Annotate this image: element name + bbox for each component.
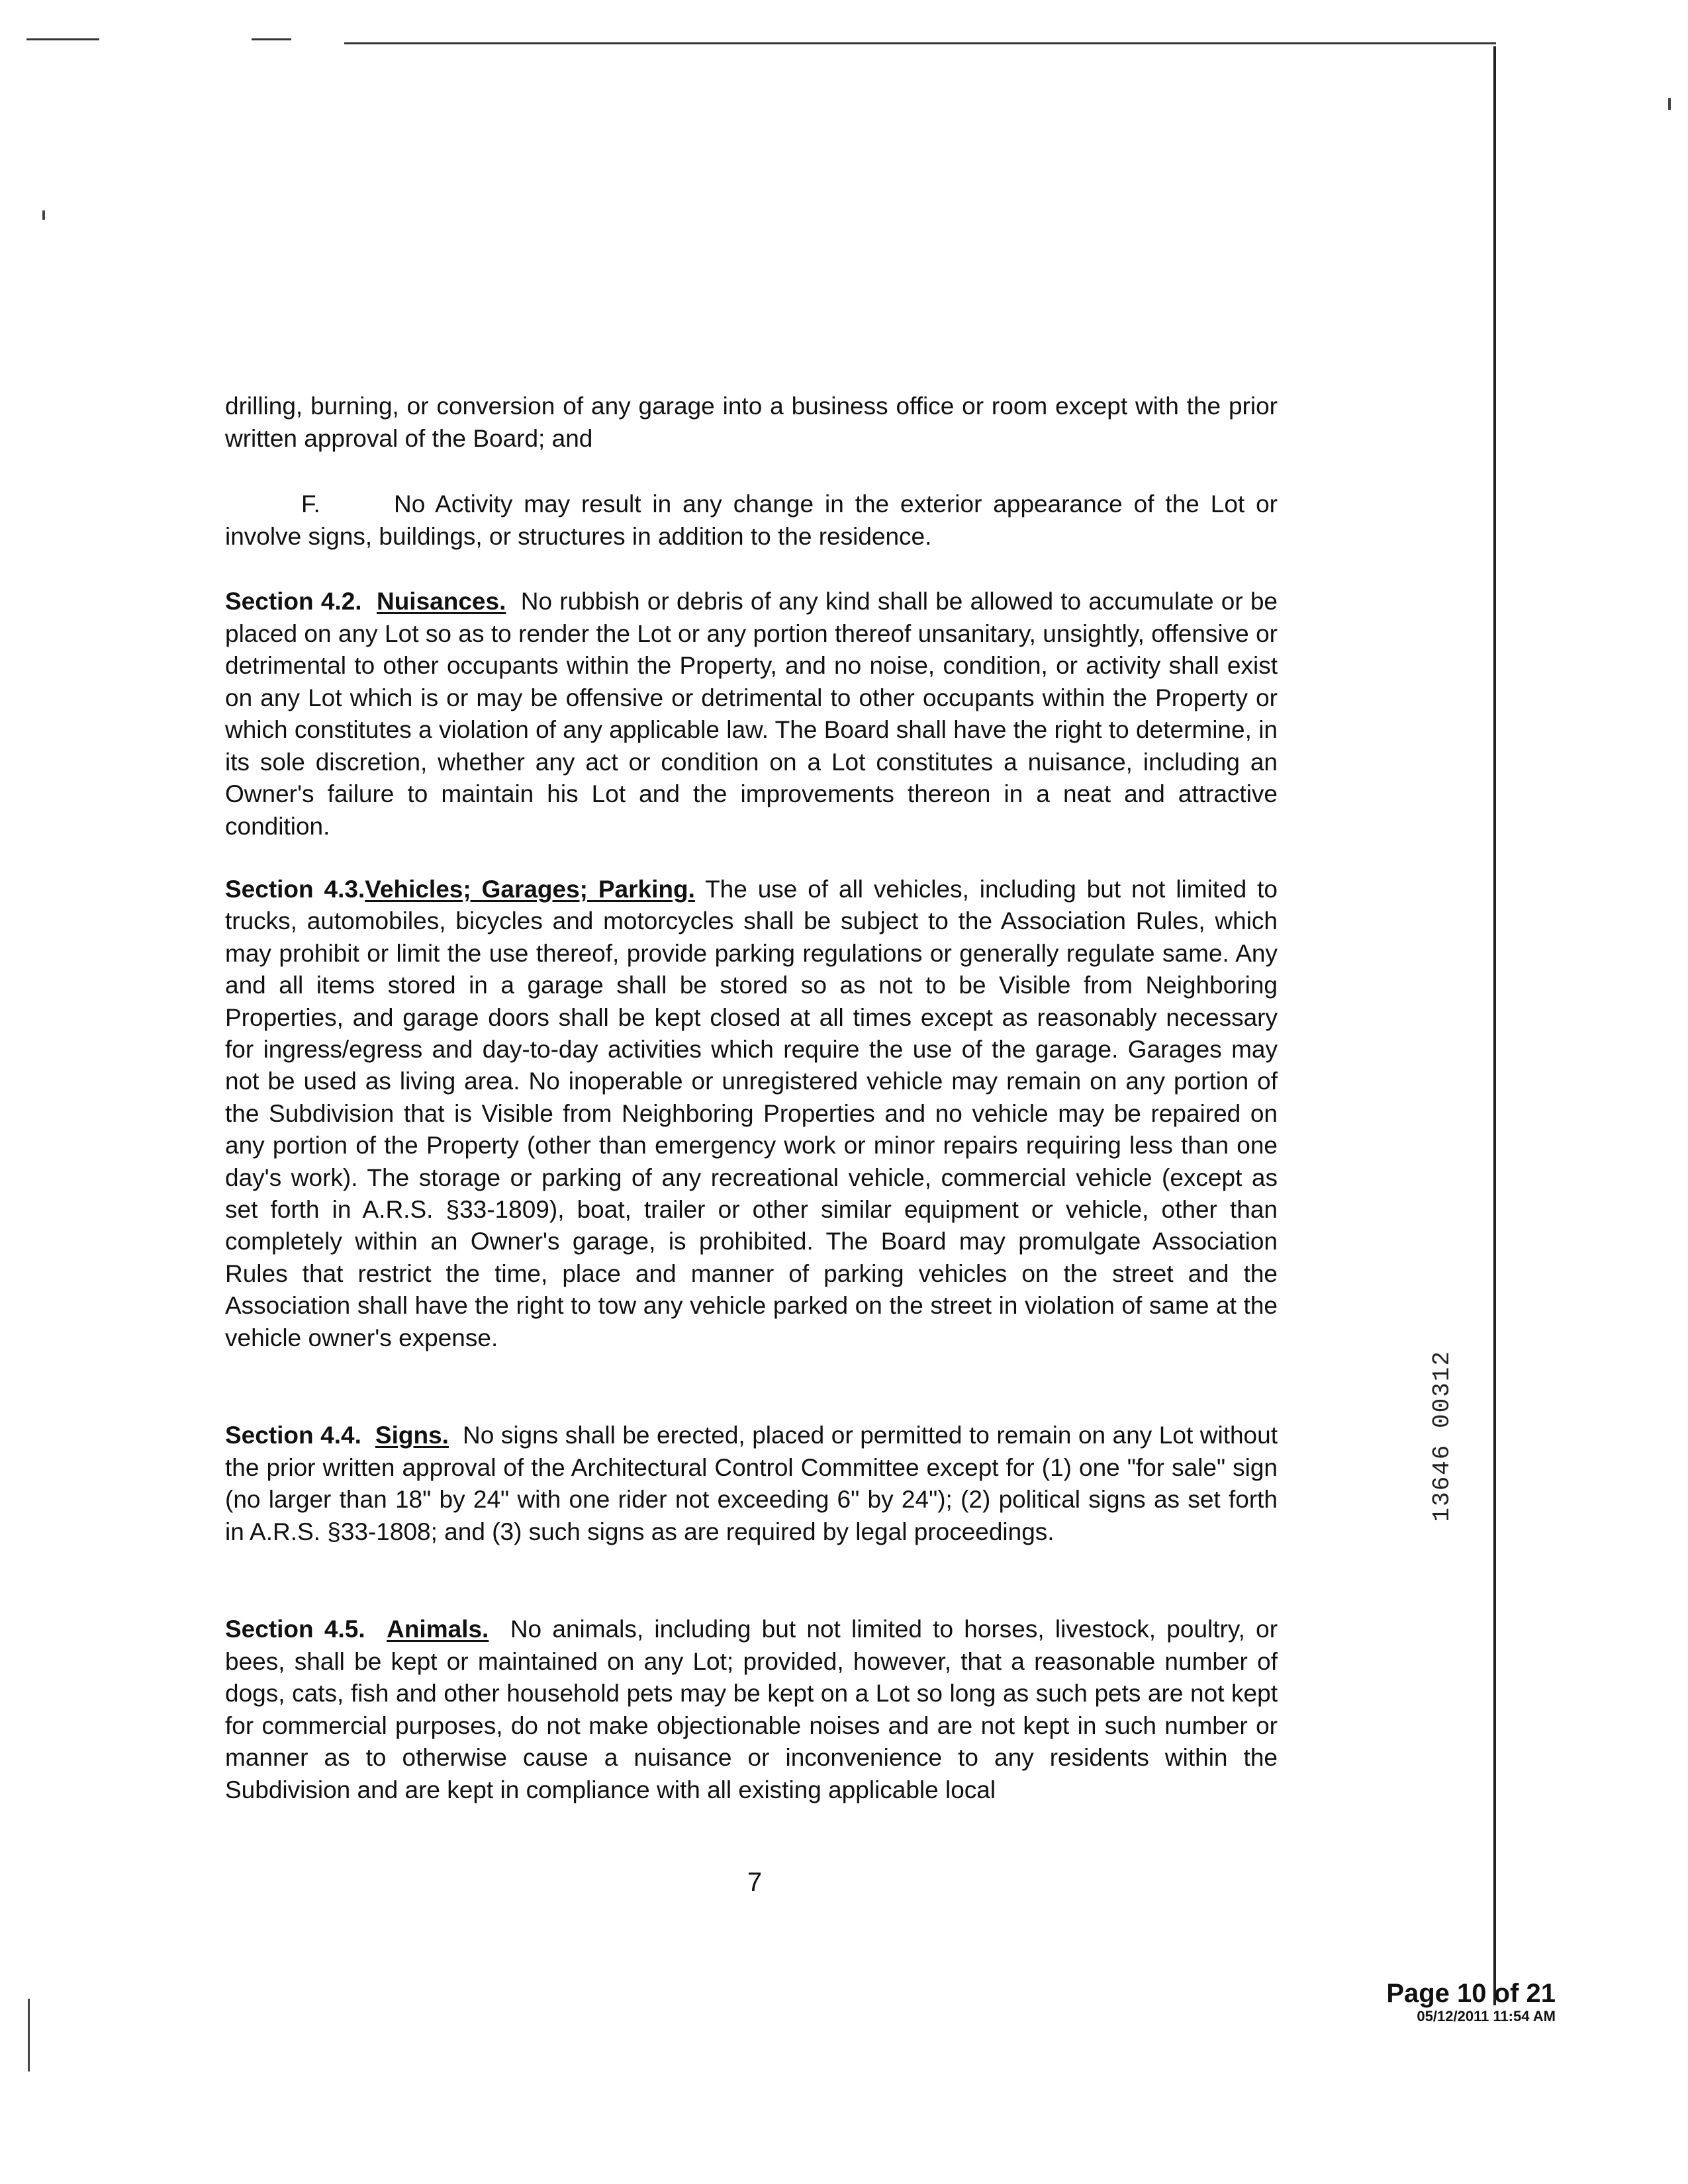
- section-4-4: [225, 1420, 1278, 1548]
- scan-border-top: [252, 38, 291, 40]
- intro-paragraph: [225, 390, 1278, 455]
- section-text: The use of all vehicles, including but not limited to trucks, automobiles, bicycles and motorcycles shall be subject to the Association Rules, which may prohibit or limit the use thereof, provide parking regulations or generally regulate same. Any and all items stored in a garage shall be stored so as not to be Visible from Neighboring Properties, and garage doors shall be kept closed at all times except as reasonably necessary for ingress/egress and day-to-day activities which require the use of the garage. Garages may not be used as living area. No inoperable or unregistered vehicle may remain on any portion of the Subdivision that is Visible from Neighboring Properties and no vehicle may be repaired on any portion of the Property (other than emergency work or minor repairs requiring less than one day's work). The storage or parking of any recreational vehicle, commercial vehicle (except as set forth in A.R.S. §33-1809), boat, trailer or other similar equipment or vehicle, other than completely within an Owner's garage, is prohibited. The Board may promulgate Association Rules that restrict the time, place and manner of parking vehicles on the street and the Association shall have the right to tow any vehicle parked on the street in violation of same at the vehicle owner's expense.: [225, 876, 1278, 1351]
- section-text: No signs shall be erected, placed or permitted to remain on any Lot without the prior written approval of the Architectural Control Committee except for (1) one "for sale" sign (no larger than 18" by 24" with one rider not exceeding 6" by 24"); (2) political signs as set forth in A.R.S. §33-1808; and (3) such signs as are required by legal proceedings.: [225, 1422, 1278, 1545]
- section-title: Signs.: [375, 1422, 449, 1449]
- scan-border-top: [344, 42, 1496, 44]
- footer-page-label: Page 10 of 21: [1386, 1979, 1556, 2008]
- section-title: Animals.: [387, 1615, 489, 1643]
- section-4-2: [225, 586, 1278, 842]
- list-item-f: [225, 488, 1278, 553]
- section-4-3: [225, 874, 1278, 1354]
- scan-speck: [42, 210, 45, 220]
- scan-speck: [28, 1999, 30, 2071]
- page-number: 7: [747, 1868, 763, 1897]
- section-text: No animals, including but not limited to horses, livestock, poultry, or bees, shall be kept or maintained on any Lot; provided, however, that a reasonable number of dogs, cats, fish and other household pets may be kept on a Lot so long as such pets are not kept for commercial purposes, do not make objectionable noises and are not kept in such number or manner as to otherwise cause a nuisance or inconvenience to any residents within the Subdivision and are kept in compliance with all existing applicable local: [225, 1615, 1278, 1803]
- recording-stamp: 13646 00312: [1429, 1350, 1456, 1522]
- list-item-text: No Activity may result in any change in the exterior appearance of the Lot or involve signs, buildings, or structures in addition to the residence.: [225, 490, 1278, 550]
- section-number: Section 4.5.: [225, 1615, 365, 1643]
- section-title: Nuisances.: [376, 588, 506, 615]
- list-item-letter: F.: [301, 490, 320, 518]
- scan-border-top: [26, 38, 99, 40]
- section-title: Vehicles; Garages; Parking.: [365, 876, 695, 903]
- section-text: No rubbish or debris of any kind shall be allowed to accumulate or be placed on any Lot so as to render the Lot or any portion thereof unsanitary, unsightly, offensive or detrimental to other occupants within the Property, and no noise, condition, or activity shall exist on any Lot which is or may be offensive or detrimental to other occupants within the Property or which constitutes a violation of any applicable law. The Board shall have the right to determine, in its sole discretion, whether any act or condition on a Lot constitutes a nuisance, including an Owner's failure to maintain his Lot and the improvements thereon in a neat and attractive condition.: [225, 588, 1278, 840]
- intro-paragraph-text: drilling, burning, or conversion of any garage into a business office or room except with the prior written approval of the Board; and: [225, 392, 1278, 452]
- scan-speck: [1668, 98, 1671, 110]
- section-4-5: [225, 1614, 1278, 1806]
- footer: [1331, 1979, 1556, 2025]
- scan-border-right: [1493, 46, 1496, 2005]
- footer-datetime: 05/12/2011 11:54 AM: [1417, 2008, 1556, 2025]
- section-number: Section 4.2.: [225, 588, 362, 615]
- section-number: Section 4.3.: [225, 876, 365, 903]
- section-number: Section 4.4.: [225, 1422, 361, 1449]
